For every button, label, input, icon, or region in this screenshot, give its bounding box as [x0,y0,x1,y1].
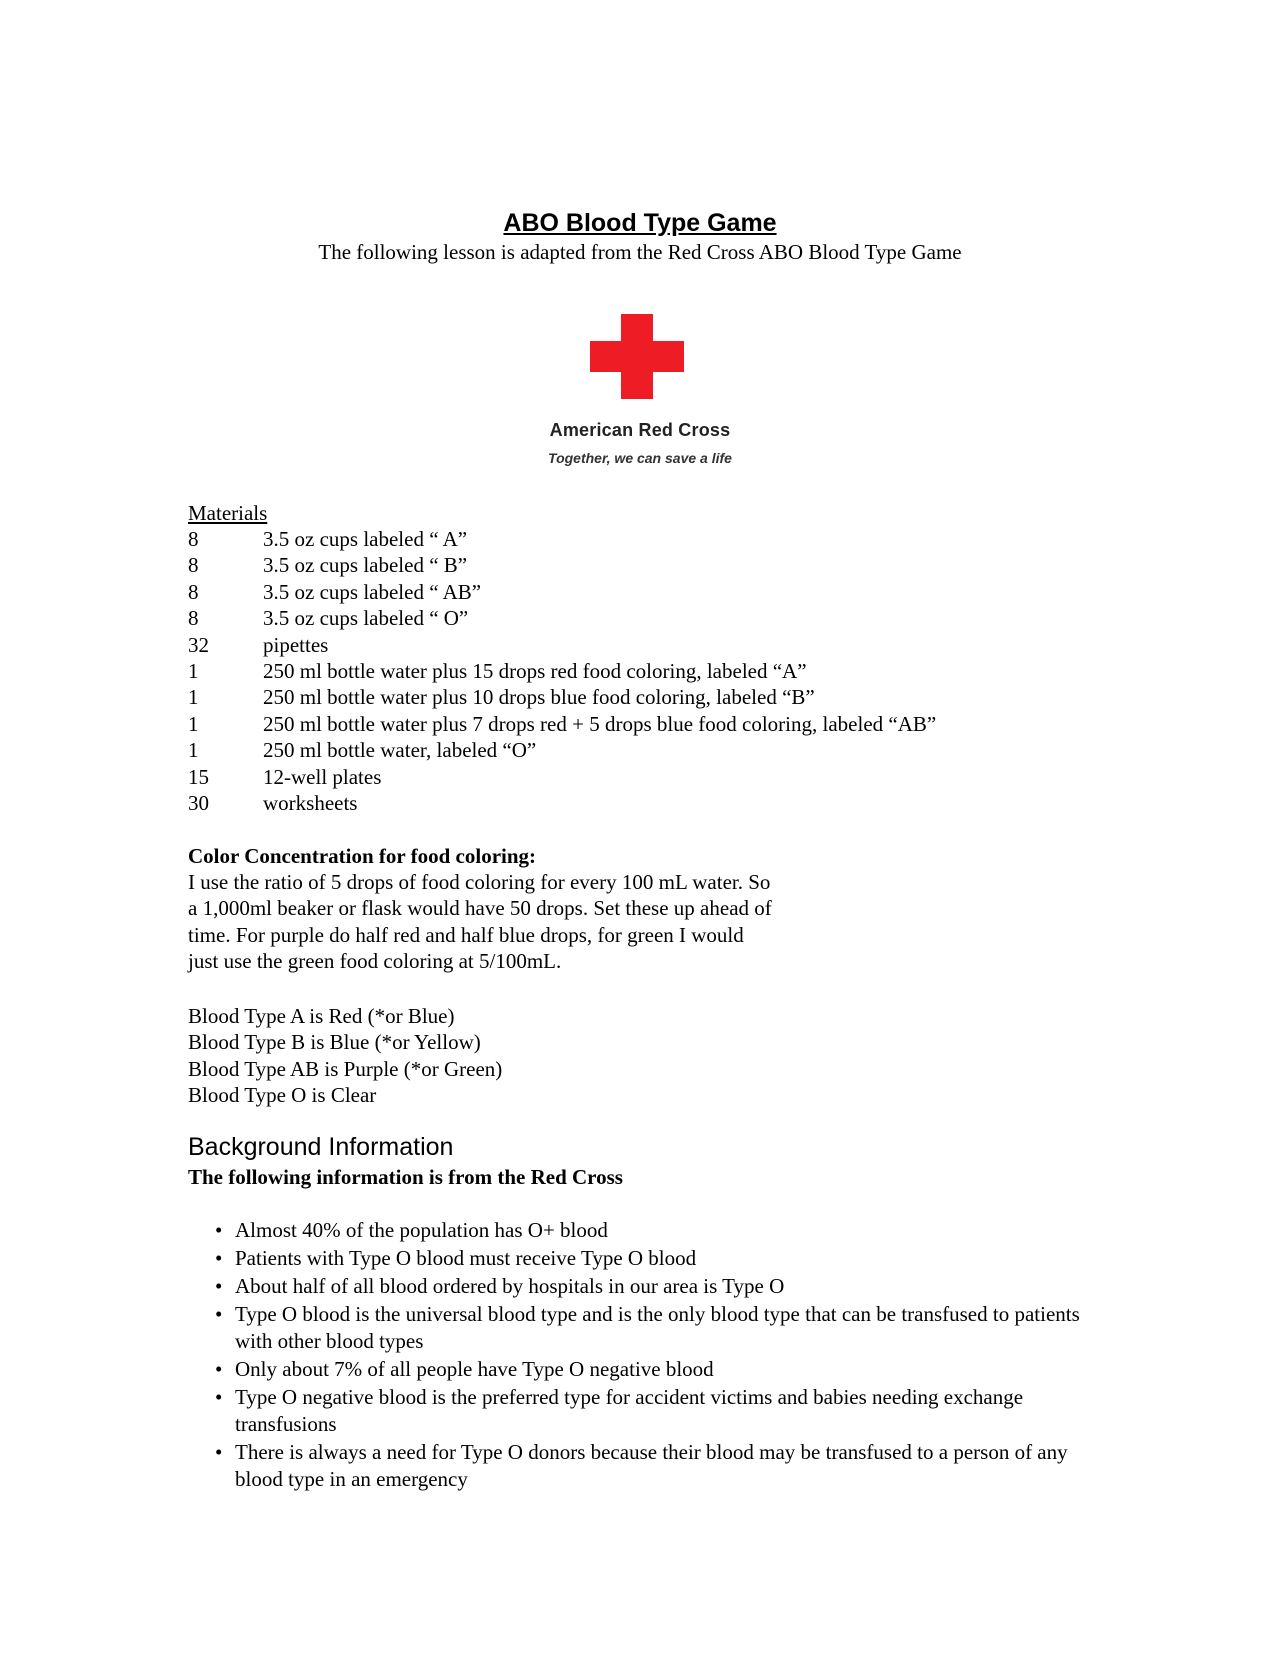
paragraph-line: a 1,000ml beaker or flask would have 50 drops. Set these up ahead of [188,896,772,921]
bullet-item [215,1217,1095,1244]
blood-type-item: Blood Type AB is Purple (*or Green) [188,1056,503,1081]
material-description: 3.5 oz cups labeled “ AB” [263,579,482,604]
bullet-text: Type O negative blood is the preferred type for accident victims and babies needing exchange transfusions [235,1385,1024,1436]
material-quantity: 8 [188,606,199,631]
red-cross-icon [590,314,684,399]
background-subheading: The following information is from the Red Cross [188,1165,623,1189]
bullet-text: About half of all blood ordered by hospitals in our area is Type O [235,1274,785,1298]
bullet-text: There is always a need for Type O donors because their blood may be transfused to a person of any blood type in an emergency [235,1440,1068,1491]
background-bullet-list [215,1217,1095,1494]
paragraph-line: time. For purple do half red and half blue drops, for green I would [188,922,744,947]
red-cross-logo [525,314,755,474]
material-description: 250 ml bottle water plus 7 drops red + 5 drops blue food coloring, labeled “AB” [263,711,937,736]
material-description: 3.5 oz cups labeled “ A” [263,527,468,551]
bullet-text: Almost 40% of the population has O+ blood [235,1218,608,1242]
bullet-item [215,1301,1095,1355]
bullet-icon: • [215,1440,223,1464]
material-description: 3.5 oz cups labeled “ B” [263,553,468,578]
material-quantity: 1 [188,711,199,736]
bullet-icon: • [215,1385,223,1409]
paragraph-line: just use the green food coloring at 5/100mL. [188,949,562,974]
material-quantity: 15 [188,764,209,789]
materials-row [188,526,936,552]
materials-row [188,790,936,816]
blood-type-item: Blood Type O is Clear [188,1083,377,1108]
page-subtitle: The following lesson is adapted from the Red Cross ABO Blood Type Game [318,240,962,264]
materials-row [188,632,936,658]
materials-row [188,711,936,737]
bullet-text: Patients with Type O blood must receive Type O blood [235,1246,697,1270]
bullet-item [215,1384,1095,1438]
material-description: 250 ml bottle water, labeled “O” [263,738,537,763]
materials-row [188,552,936,578]
material-description: pipettes [263,632,329,657]
material-description: 250 ml bottle water plus 15 drops red food coloring, labeled “A” [263,658,807,683]
materials-row [188,684,936,710]
material-description: worksheets [263,790,358,815]
material-description: 3.5 oz cups labeled “ O” [263,606,469,631]
bullet-text: Type O blood is the universal blood type and is the only blood type that can be transfused to patients with other blood types [235,1302,1080,1353]
blood-type-list [188,1003,502,1109]
bullet-item [215,1356,1095,1383]
material-quantity: 1 [188,685,199,710]
materials-row [188,579,936,605]
materials-list [188,526,936,816]
materials-row [188,737,936,763]
logo-name: American Red Cross [549,420,731,440]
materials-row [188,764,936,790]
background-heading: Background Information [188,1133,454,1161]
material-description: 12-well plates [263,764,382,789]
bullet-icon: • [215,1246,223,1270]
bullet-icon: • [215,1357,223,1381]
material-quantity: 8 [188,553,199,578]
materials-row [188,605,936,631]
material-quantity: 30 [188,790,209,815]
bullet-text: Only about 7% of all people have Type O negative blood [235,1357,714,1381]
material-quantity: 1 [188,658,199,683]
color-concentration-heading: Color Concentration for food coloring: [188,844,537,868]
materials-row [188,658,936,684]
material-quantity: 32 [188,632,209,657]
material-description: 250 ml bottle water plus 10 drops blue food coloring, labeled “B” [263,685,815,710]
bullet-icon: • [215,1302,223,1326]
blood-type-item: Blood Type B is Blue (*or Yellow) [188,1030,481,1055]
bullet-item [215,1245,1095,1272]
paragraph-line: I use the ratio of 5 drops of food coloring for every 100 mL water. So [188,870,771,894]
color-concentration-text [188,869,848,975]
logo-tagline: Together, we can save a life [548,450,732,466]
material-quantity: 1 [188,738,199,763]
page-title: ABO Blood Type Game [503,209,777,237]
bullet-icon: • [215,1274,223,1298]
bullet-item [215,1273,1095,1300]
bullet-icon: • [215,1218,223,1242]
blood-type-item: Blood Type A is Red (*or Blue) [188,1004,455,1028]
bullet-item [215,1439,1095,1493]
material-quantity: 8 [188,527,199,551]
material-quantity: 8 [188,579,199,604]
materials-heading: Materials [188,501,268,525]
